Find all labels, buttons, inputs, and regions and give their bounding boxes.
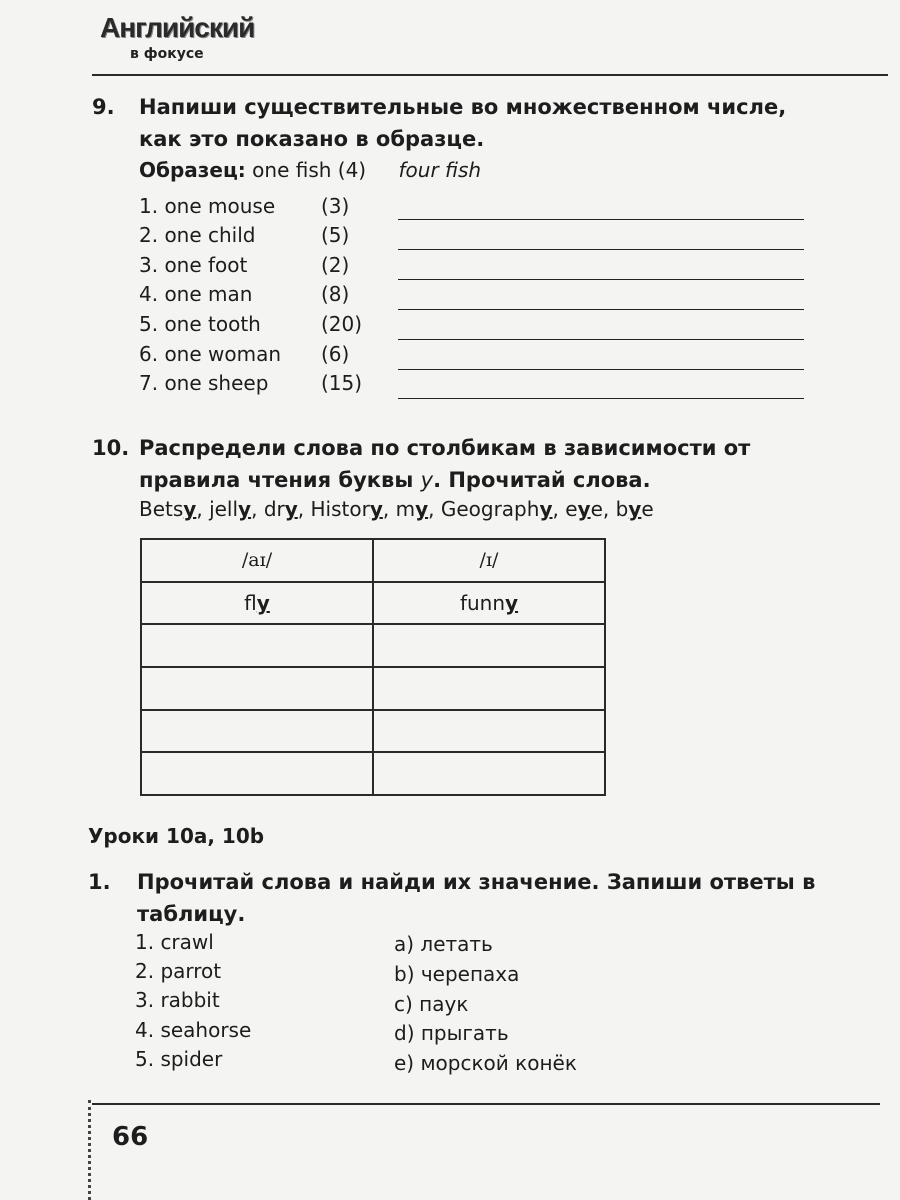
word: bye bbox=[615, 497, 654, 521]
exercise-count: (20) bbox=[321, 312, 363, 336]
answer-line[interactable] bbox=[398, 398, 804, 399]
empty-cell[interactable] bbox=[141, 752, 373, 795]
empty-cell[interactable] bbox=[141, 624, 373, 667]
exercise-item: 6. one woman bbox=[139, 342, 282, 366]
russian-meaning: e) морской конёк bbox=[394, 1051, 577, 1075]
answer-line[interactable] bbox=[398, 369, 804, 370]
sample-text: one fish (4) bbox=[252, 158, 367, 182]
exercise-item: 5. one tooth bbox=[139, 312, 261, 336]
example-cell: funny bbox=[373, 582, 605, 625]
lessons-heading: Уроки 10a, 10b bbox=[88, 824, 265, 848]
table-row bbox=[141, 582, 605, 625]
page-number: 66 bbox=[112, 1122, 149, 1152]
exercise-count: (5) bbox=[321, 223, 350, 247]
exercise-count: (6) bbox=[321, 342, 350, 366]
exercise-item: 4. one man bbox=[139, 282, 253, 306]
exercise-item: 3. one foot bbox=[139, 253, 248, 277]
word: dry, bbox=[263, 497, 311, 521]
answer-line[interactable] bbox=[398, 219, 804, 220]
english-word: 5. spider bbox=[135, 1047, 223, 1071]
russian-meaning: b) черепаха bbox=[394, 962, 520, 986]
empty-cell[interactable] bbox=[373, 667, 605, 710]
english-word: 4. seahorse bbox=[135, 1018, 252, 1042]
task-instruction-line2: правила чтения буквы y. Прочитай слова. bbox=[139, 468, 651, 492]
table-row bbox=[141, 710, 605, 753]
english-word: 1. crawl bbox=[135, 930, 214, 954]
column-header-i: /ɪ/ bbox=[373, 539, 605, 582]
header-divider bbox=[92, 74, 888, 76]
book-logo bbox=[100, 12, 260, 67]
sample-line bbox=[139, 158, 481, 182]
word: Betsy, bbox=[139, 497, 210, 521]
word: History, bbox=[310, 497, 396, 521]
answer-line[interactable] bbox=[398, 309, 804, 310]
word: Geography, bbox=[440, 497, 566, 521]
exercise-item: 1. one mouse bbox=[139, 194, 276, 218]
logo-title: Английский bbox=[100, 12, 255, 43]
russian-meaning: d) прыгать bbox=[394, 1021, 509, 1045]
task-9-heading bbox=[92, 91, 872, 155]
task-number: 10. bbox=[92, 436, 130, 460]
task-10-heading bbox=[92, 432, 872, 496]
footer-divider bbox=[92, 1103, 880, 1105]
table-row bbox=[141, 667, 605, 710]
table-header-row bbox=[141, 539, 605, 582]
exercise-item: 2. one child bbox=[139, 223, 256, 247]
table-row bbox=[141, 624, 605, 667]
word: eye, bbox=[565, 497, 616, 521]
word: my, bbox=[395, 497, 441, 521]
task-instruction-line1: Распредели слова по столбикам в зависимости от bbox=[139, 436, 751, 460]
english-word: 3. rabbit bbox=[135, 988, 220, 1012]
empty-cell[interactable] bbox=[373, 752, 605, 795]
letter-y: y bbox=[420, 468, 434, 492]
example-cell: fly bbox=[141, 582, 373, 625]
exercise-count: (2) bbox=[321, 253, 350, 277]
dotted-margin bbox=[88, 1100, 91, 1200]
answer-line[interactable] bbox=[398, 339, 804, 340]
table-row bbox=[141, 752, 605, 795]
task-instruction-line1: Прочитай слова и найди их значение. Запиши ответы в bbox=[137, 870, 816, 894]
english-word: 2. parrot bbox=[135, 959, 222, 983]
sorting-table bbox=[140, 538, 606, 796]
task-1-heading bbox=[88, 866, 878, 930]
task-instruction-line2: как это показано в образце. bbox=[139, 127, 485, 151]
exercise-item: 7. one sheep bbox=[139, 371, 269, 395]
sample-answer: four fish bbox=[398, 158, 482, 182]
empty-cell[interactable] bbox=[373, 624, 605, 667]
column-header-ai: /aɪ/ bbox=[141, 539, 373, 582]
word-list bbox=[139, 497, 654, 521]
exercise-count: (3) bbox=[321, 194, 350, 218]
task-number: 9. bbox=[92, 95, 115, 119]
empty-cell[interactable] bbox=[141, 710, 373, 753]
answer-line[interactable] bbox=[398, 249, 804, 250]
empty-cell[interactable] bbox=[373, 710, 605, 753]
russian-meaning: c) паук bbox=[394, 992, 469, 1016]
exercise-count: (8) bbox=[321, 282, 350, 306]
word: jelly, bbox=[209, 497, 264, 521]
logo-subtitle: в фокусе bbox=[130, 46, 204, 62]
exercise-count: (15) bbox=[321, 371, 363, 395]
empty-cell[interactable] bbox=[141, 667, 373, 710]
task-instruction-line1: Напиши существительные во множественном числе, bbox=[139, 95, 787, 119]
russian-meaning: a) летать bbox=[394, 932, 493, 956]
task-instruction-line2: таблицу. bbox=[137, 902, 246, 926]
sample-label: Образец: bbox=[139, 158, 246, 182]
task-number: 1. bbox=[88, 870, 111, 894]
answer-line[interactable] bbox=[398, 279, 804, 280]
